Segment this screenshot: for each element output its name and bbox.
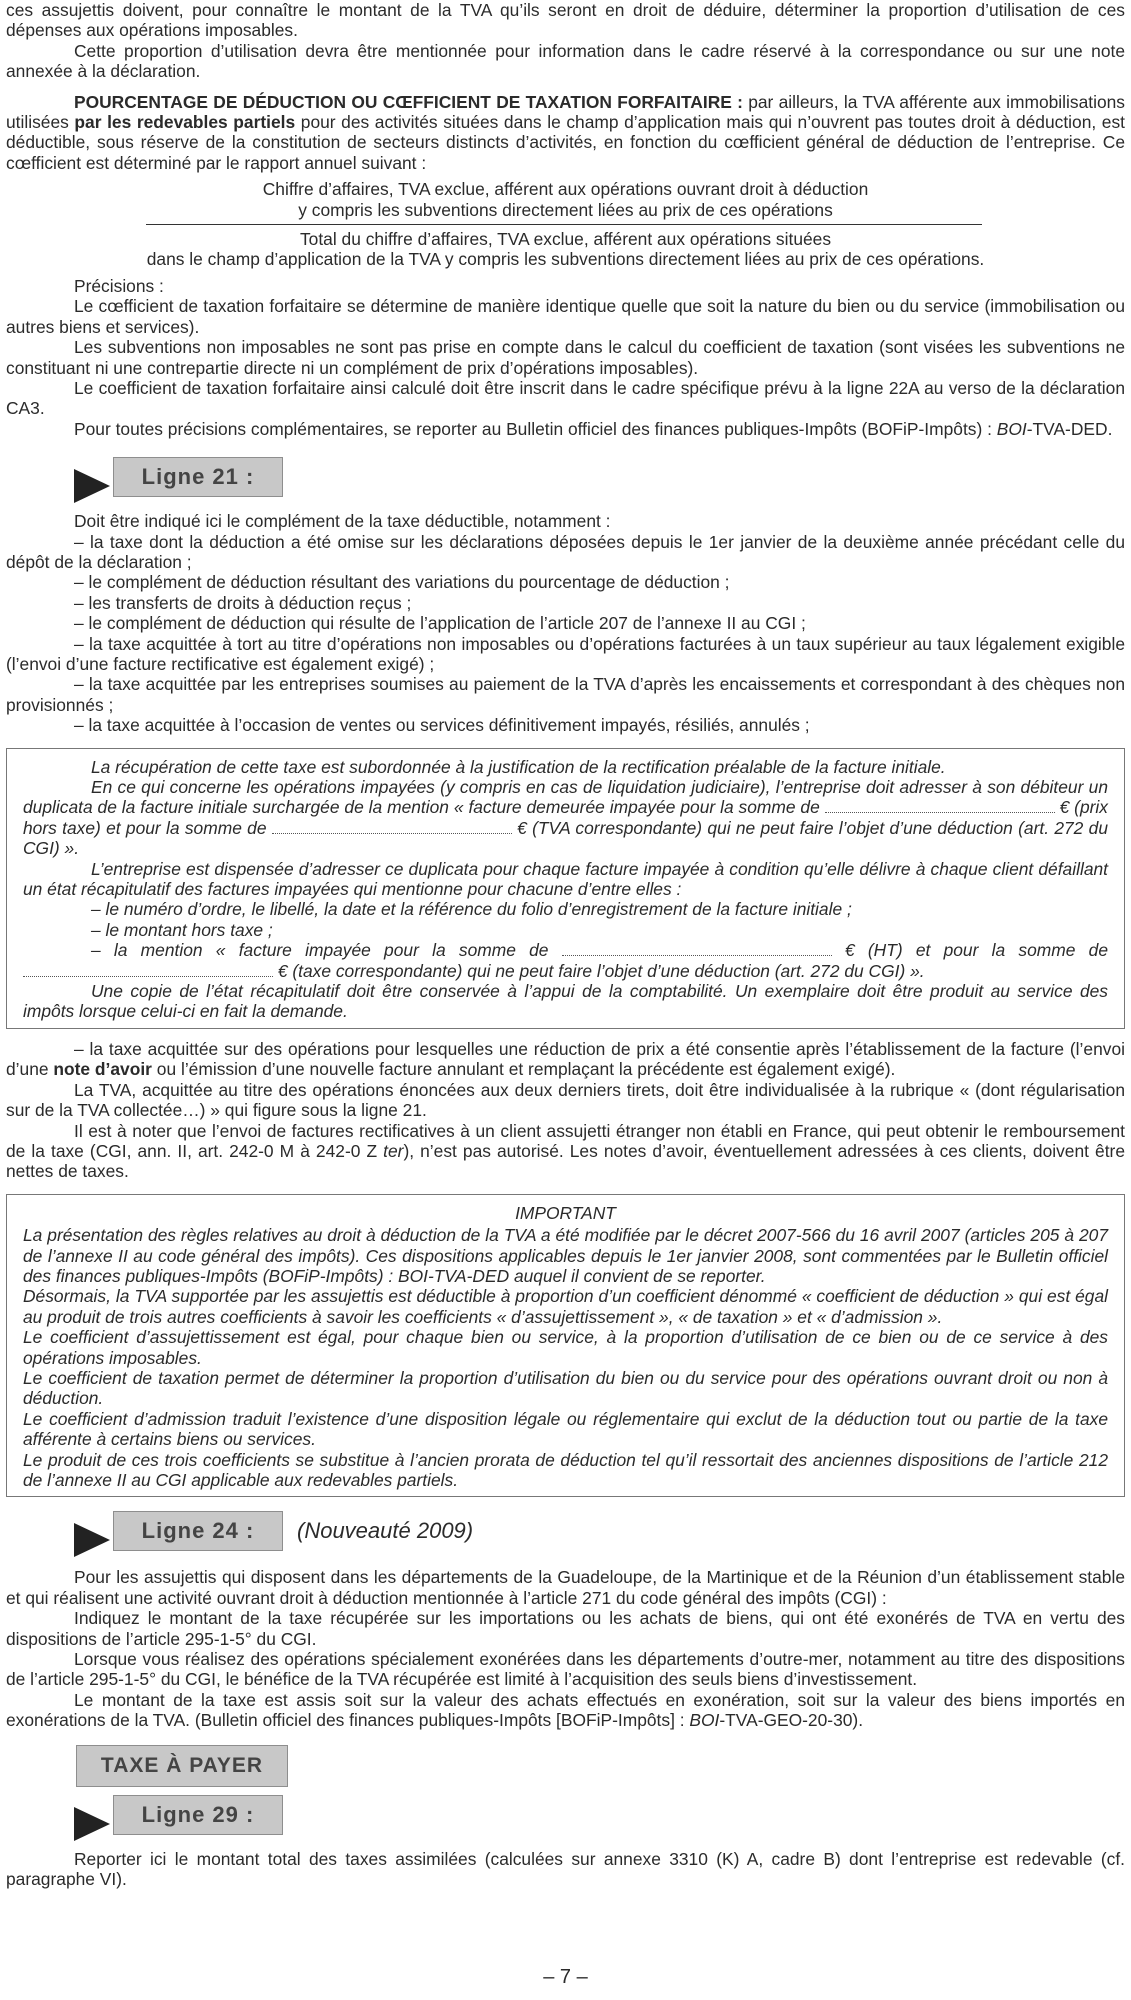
list-item: – la taxe acquittée par les entreprises soumises au paiement de la TVA d’après les encaissements et correspondant à des chèques non provisionnés ; — [6, 674, 1125, 715]
paragraph: Le coefficient de taxation permet de déterminer la proportion d’utilisation du bien ou du service pour des opérations ouvrant droit ou non à déduction. — [23, 1367, 1108, 1409]
section-ligne-21 — [6, 457, 1125, 501]
fraction-line — [146, 224, 982, 225]
formula-numerator: Chiffre d’affaires, TVA exclue, afférent aux opérations ouvrant droit à déduction — [262, 179, 869, 200]
section-label: Ligne 24 : — [113, 1511, 283, 1551]
page-number: – 7 – — [543, 1966, 588, 1988]
paragraph: Cette proportion d’utilisation devra être mentionnée pour information dans le cadre réservé à la correspondance ou sur une note annexée à la déclaration. — [6, 40, 1125, 82]
paragraph: Le coefficient de taxation forfaitaire ainsi calculé doit être inscrit dans le cadre spécifique prévu à la ligne 22A au verso de la déclaration CA3. — [6, 377, 1125, 419]
text: -TVA-GEO-20-30). — [719, 1710, 864, 1731]
text: Pour toutes précisions complémentaires, se reporter au Bulletin officiel des finances publiques-Impôts (BOFiP-Impôts) : — [74, 418, 997, 439]
section-label: Ligne 29 : — [113, 1795, 283, 1835]
list-item: – le complément de déduction résultant des variations du pourcentage de déduction ; — [74, 572, 730, 593]
blank-field — [23, 964, 273, 977]
paragraph: Le produit de ces trois coefficients se substitue à l’ancien prorata de déduction tel qu’il ressortait des anciennes dispositions de l’article 212 de l’annexe II au CGI applicable aux redevables partiels. — [23, 1449, 1108, 1490]
paragraph — [6, 92, 1125, 174]
paragraph — [23, 777, 1108, 859]
text: BOI — [689, 1710, 720, 1731]
paragraph: Le coefficient d’admission traduit l’existence d’une disposition légale ou réglementaire qui exclut de la déduction tout ou partie de la taxe afférente à certains biens ou services. — [23, 1408, 1108, 1450]
formula-numerator: y compris les subventions directement liées au prix de ces opérations — [298, 199, 833, 220]
paragraph: Le coefficient d’assujettissement est égal, pour chaque bien ou service, à la proportion d’utilisation de ce bien ou de ce service à des opérations imposables. — [23, 1327, 1108, 1368]
formula-denominator: dans le champ d’application de la TVA y compris les subventions directement liées au prix de ces opérations. — [146, 249, 985, 270]
section-note: (Nouveauté 2009) — [297, 1518, 474, 1544]
list-item: – le montant hors taxe ; — [91, 919, 273, 940]
list-item: – la taxe acquittée à tort au titre d’opérations non imposables ou d’opérations facturées à un taux supérieur au taux légalement exigible (l’envoi d’une facture rectificative est également exigé) ; — [6, 633, 1125, 674]
paragraph: Indiquez le montant de la taxe récupérée sur les importations ou les achats de biens, qui ont été exonérés de TVA en vertu des dispositions de l’article 295-1-5° du CGI. — [6, 1608, 1125, 1649]
paragraph — [6, 419, 1125, 439]
arrow-icon — [74, 469, 110, 503]
text: En ce qui concerne les opérations impayées (y compris en cas de liquidation judiciaire), l’entreprise doit adresser à son débiteur un duplicata de la facture initiale surchargée de la mention « facture demeurée impayée pour la somme de — [23, 777, 1108, 818]
paragraph: Désormais, la TVA supportée par les assujettis est déductible à proportion d’un coefficient dénommé « coefficient de déduction » qui est égal au produit de trois autres coefficients à savoir les coefficients « d’assujettissement », « de taxation » et « d’admission ». — [23, 1286, 1108, 1327]
paragraph: L’entreprise est dispensée d’adresser ce duplicata pour chaque facture impayée à condition qu’elle délivre à chaque client défaillant un état récapitulatif des factures impayées qui mentionne pour chacune d’entre elles : — [23, 858, 1108, 900]
text: ou l’émission d’une nouvelle facture annulant et remplaçant la précédente est également exigé). — [151, 1059, 896, 1080]
important-box — [6, 1194, 1125, 1498]
list-item: – le complément de déduction qui résulte de l’application de l’article 207 de l’annexe II au CGI ; — [74, 613, 806, 634]
paragraph: Une copie de l’état récapitulatif doit être conservée à l’appui de la comptabilité. Un exemplaire doit être produit au service des impôts lorsque celui-ci en fait la demande. — [23, 981, 1108, 1022]
paragraph: Pour les assujettis qui disposent dans les départements de la Guadeloupe, de la Martinique et de la Réunion d’un établissement stable et qui réalisent une activité ouvrant droit à déduction mentionnée à l’article 271 du code général des impôts (CGI) : — [6, 1567, 1125, 1608]
section-label: Ligne 21 : — [113, 457, 283, 497]
list-item: – la taxe acquittée à l’occasion de ventes ou services définitivement impayés, résiliés, annulés ; — [74, 715, 810, 736]
paragraph: Lorsque vous réalisez des opérations spécialement exonérées dans les départements d’outre-mer, notamment au titre des dispositions de l’article 295-1-5° du CGI, le bénéfice de la TVA récupérée est limité à l’acquisition des seuls biens d’investissement. — [6, 1649, 1125, 1690]
text: par ailleurs, la TVA afférente aux immobilisations utilisées — [6, 91, 1125, 133]
arrow-icon — [74, 1523, 110, 1557]
section-taxe-a-payer — [6, 1745, 1125, 1789]
paragraph: Les subventions non imposables ne sont pas prise en compte dans le calcul du coefficient de taxation (sont visées les subventions ne constituant ni une contrepartie directe ni un complément de prix d’opérations imposables). — [6, 337, 1125, 378]
text: -TVA-DED. — [1026, 418, 1113, 439]
section-ligne-24 — [6, 1511, 1125, 1555]
list-item: – les transferts de droits à déduction reçus ; — [74, 592, 412, 613]
text: € (TVA correspondante) qui ne peut faire l’objet d’une déduction (art. 272 du CGI) ». — [23, 817, 1109, 859]
box-title: IMPORTANT — [515, 1202, 616, 1223]
text: pour des activités situées dans le champ d’application mais qui n’ouvrent pas toutes droit à déduction, est déductible, sous réserve de la constitution de secteurs distincts d’activités, en fonction du cœfficient général de déduction de l’entreprise. Ce cœfficient est déterminé par le rapport annuel suivant : — [6, 112, 1125, 173]
text: – la taxe acquittée sur des opérations pour lesquelles une réduction de prix a été consentie après l’établissement de la facture (l’envoi d’une — [6, 1038, 1125, 1080]
paragraph: Doit être indiqué ici le complément de la taxe déductible, notamment : — [74, 511, 611, 532]
formula-denominator: Total du chiffre d’affaires, TVA exclue, afférent aux opérations situées — [299, 229, 832, 250]
list-item: – la taxe dont la déduction a été omise sur les déclarations déposées depuis le 1er janvier de la deuxième année précédant celle du dépôt de la déclaration ; — [6, 531, 1125, 572]
formula — [6, 179, 1125, 270]
paragraph: La TVA, acquittée au titre des opérations énoncées aux deux derniers tirets, doit être individualisée à la rubrique « (dont régularisation sur de la TVA collectée…) » qui figure sous la ligne 21. — [6, 1079, 1125, 1121]
paragraph: La présentation des règles relatives au droit à déduction de la TVA a été modifiée par le décret 2007-566 du 16 avril 2007 (articles 205 à 207 de l’annexe II au code général des impôts). Ces dispositions applicables depuis le 1er janvier 2008, sont commentées par le Bulletin officiel des finances publiques-Impôts (BOFiP-Impôts) : BOI-TVA-DED auquel il convient de se reporter. — [23, 1225, 1108, 1286]
section-label: TAXE À PAYER — [76, 1745, 288, 1787]
blank-field — [272, 821, 512, 834]
notice-box — [6, 748, 1125, 1029]
list-item: – le numéro d’ordre, le libellé, la date et la référence du folio d’enregistrement de la facture initiale ; — [91, 899, 852, 920]
paragraph: Précisions : — [74, 275, 164, 296]
emphasis: par les redevables partiels — [74, 112, 296, 133]
paragraph — [6, 1690, 1125, 1731]
section-ligne-29 — [6, 1795, 1125, 1839]
text: Le montant de la taxe est assis soit sur la valeur des achats effectués en exonération, soit sur la valeur des biens importés en exonérations de la TVA. (Bulletin officiel des finances publiques-Impôts [BOFiP-Impôts] : — [6, 1689, 1125, 1731]
text: € (HT) et pour la somme de — [831, 940, 1108, 961]
blank-field — [562, 943, 832, 956]
text: BOI — [996, 418, 1027, 439]
blank-field — [825, 800, 1055, 813]
text: – la mention « facture impayée pour la somme de — [91, 940, 562, 961]
section-heading: POURCENTAGE DE DÉDUCTION OU CŒFFICIENT DE TAXATION FORFAITAIRE : — [74, 91, 743, 112]
paragraph: Reporter ici le montant total des taxes assimilées (calculées sur annexe 3310 (K) A, cadre B) dont l’entreprise est redevable (cf. paragraphe VI). — [6, 1848, 1125, 1890]
text: € (taxe correspondante) qui ne peut faire l’objet d’une déduction (art. 272 du CGI) ». — [273, 960, 925, 981]
text: ter — [383, 1140, 404, 1161]
document-page — [6, 0, 1125, 1889]
list-item — [23, 940, 1108, 981]
paragraph: ces assujettis doivent, pour connaître le montant de la TVA qu’ils seront en droit de déduire, déterminer la proportion d’utilisation de ces dépenses aux opérations imposables. — [6, 0, 1125, 41]
paragraph: La récupération de cette taxe est subordonnée à la justification de la rectification préalable de la facture initiale. — [91, 756, 946, 777]
arrow-icon — [74, 1807, 110, 1841]
paragraph: Le cœfficient de taxation forfaitaire se détermine de manière identique quelle que soit la nature du bien ou du service (immobilisation ou autres biens et services). — [6, 296, 1125, 337]
paragraph — [6, 1121, 1125, 1182]
emphasis: note d’avoir — [53, 1059, 152, 1080]
paragraph — [6, 1039, 1125, 1080]
text: Il est à noter que l’envoi de factures rectificatives à un client assujetti étranger non établi en France, qui peut obtenir le remboursement de la taxe (CGI, ann. II, art. 242-0 M à 242-0 Z — [6, 1120, 1125, 1161]
text: € (prix hors taxe) et pour la somme de — [23, 797, 1108, 838]
text: ), n’est pas autorisé. Les notes d’avoir, éventuellement adressées à ces clients, doivent être nettes de taxes. — [6, 1140, 1125, 1182]
